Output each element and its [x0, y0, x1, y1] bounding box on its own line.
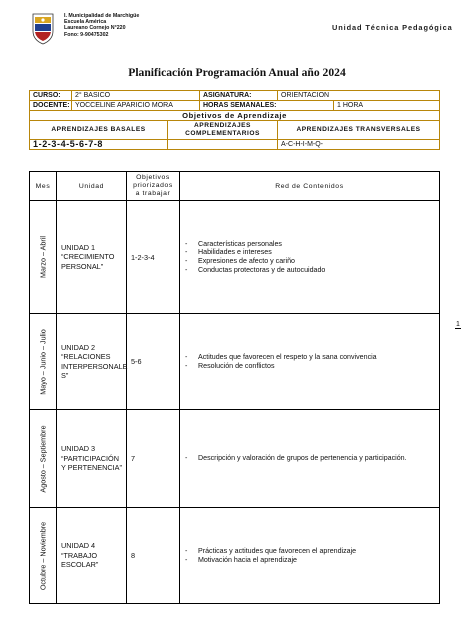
- asignatura-label: ASIGNATURA:: [200, 91, 278, 101]
- school-line: Fono: 9-90475302: [64, 31, 109, 38]
- unit-line: “PARTICIPACIÓN: [61, 453, 119, 463]
- content-item: - Descripción y valoración de grupos de pertenencia y participación.: [198, 454, 433, 463]
- complementarios-value: [168, 140, 278, 150]
- content-item: - Motivación hacia el aprendizaje: [198, 556, 433, 565]
- unit-line: INTERPERSONALE: [61, 361, 128, 371]
- curso-value: 2° BASICO: [72, 91, 200, 101]
- horas-value: 1 HORA: [334, 101, 440, 111]
- school-crest-logo: [30, 11, 56, 45]
- school-line: I. Municipalidad de Marchigüe: [64, 13, 140, 19]
- header-objetivos-line: priorizados: [133, 182, 173, 189]
- objectives-cell: 1-2-3-4: [127, 201, 180, 314]
- course-info-table: [29, 90, 440, 150]
- header-unidad: Unidad: [57, 172, 127, 201]
- month-cell: [30, 314, 57, 410]
- header-red-contenidos: Red de Contenidos: [180, 172, 440, 201]
- month-cell: [30, 201, 57, 314]
- table-row: [30, 314, 440, 410]
- content-item: - Resolución de conflictos: [198, 362, 433, 371]
- planning-table: [29, 171, 440, 604]
- unit-line: “TRABAJO: [61, 550, 98, 560]
- unit-cell: [57, 314, 127, 410]
- unit-line: “CRECIMIENTO: [61, 252, 115, 262]
- content-item: - Conductas protectoras y de autocuidado: [198, 266, 433, 275]
- unit-cell: [57, 508, 127, 604]
- content-cell: [180, 201, 440, 314]
- table-row: [30, 508, 440, 604]
- month-cell: [30, 410, 57, 508]
- page-number: [455, 321, 461, 328]
- unit-line: S”: [61, 371, 69, 380]
- month-label: Agosto – Septiembre: [38, 424, 48, 493]
- docente-value: YOCCELINE APARICIO MORA: [72, 101, 200, 111]
- asignatura-value: ORIENTACION: [278, 91, 440, 101]
- unit-line: UNIDAD 2: [61, 342, 96, 352]
- basales-label: APRENDIZAJES BASALES: [30, 121, 168, 140]
- month-label: Marzo – Abril: [38, 236, 48, 278]
- objectives-cell: 7: [127, 410, 180, 508]
- school-info: [64, 13, 139, 38]
- docente-label: DOCENTE:: [30, 101, 72, 111]
- transversales-value: A-C-H-I-M-Q-: [278, 140, 440, 150]
- content-item: - Habilidades e intereses: [198, 248, 433, 257]
- horas-label: HORAS SEMANALES:: [200, 101, 334, 111]
- curso-label: CURSO:: [30, 91, 72, 101]
- school-line: Laureano Cornejo N°220: [64, 25, 126, 32]
- transversales-label: APRENDIZAJES TRANSVERSALES: [278, 121, 440, 140]
- complementarios-label: APRENDIZAJES COMPLEMENTARIOS: [168, 121, 278, 140]
- objectives-cell: 5-6: [127, 314, 180, 410]
- unit-cell: [57, 201, 127, 314]
- unit-cell: [57, 410, 127, 508]
- table-row: [30, 410, 440, 508]
- month-label: Octubre – Noviembre: [38, 521, 48, 590]
- unit-line: ESCOLAR”: [61, 560, 99, 570]
- content-cell: [180, 410, 440, 508]
- content-item: - Características personales: [198, 240, 433, 249]
- header-objetivos-line: a trabajar: [135, 190, 171, 197]
- document-title: Planificación Programación Anual año 2024: [128, 66, 346, 79]
- unit-line: UNIDAD 3: [61, 444, 96, 454]
- unit-line: UNIDAD 1: [61, 242, 96, 252]
- page-number-text: 1: [456, 321, 460, 328]
- header-mes: Mes: [30, 172, 57, 201]
- header-objetivos: [127, 172, 180, 201]
- month-label: Mayo – Junio – Julio: [38, 328, 48, 395]
- header-objetivos-line: Objetivos: [136, 174, 170, 181]
- table-row: [30, 201, 440, 314]
- unit-line: UNIDAD 4: [61, 541, 96, 551]
- unit-line: “RELACIONES: [61, 352, 111, 361]
- objectives-cell: 8: [127, 508, 180, 604]
- objetivos-title: Objetivos de Aprendizaje: [30, 111, 440, 121]
- unit-line: Y PERTENENCIA”: [61, 463, 122, 473]
- content-cell: [180, 508, 440, 604]
- month-cell: [30, 508, 57, 604]
- school-line: Escuela América: [64, 19, 107, 26]
- department-title: Unidad Técnica Pedagógica: [332, 23, 453, 32]
- content-item: - Expresiones de afecto y cariño: [198, 257, 433, 266]
- content-item: - Prácticas y actitudes que favorecen el aprendizaje: [198, 547, 433, 556]
- unit-line: PERSONAL”: [61, 261, 104, 271]
- content-cell: [180, 314, 440, 410]
- basales-value: 1-2-3-4-5-6-7-8: [30, 140, 168, 150]
- content-item: - Actitudes que favorecen el respeto y la sana convivencia: [198, 353, 433, 362]
